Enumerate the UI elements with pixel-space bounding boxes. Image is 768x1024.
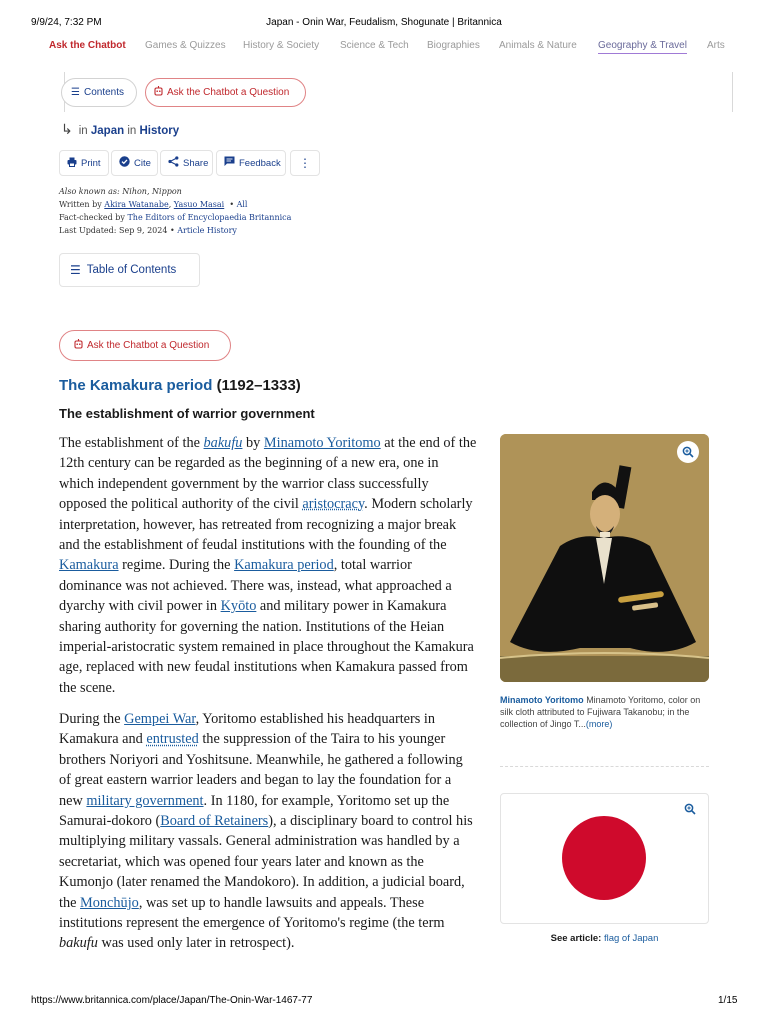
feedback-icon [224,156,235,170]
nav-arts[interactable]: Arts [707,40,725,51]
share-button[interactable] [160,150,213,176]
list-icon: ☰ [70,263,81,277]
share-button-label: Share [183,157,209,169]
cite-button-label: Cite [134,157,151,169]
link-military-government[interactable]: military government [86,792,204,809]
print-button-label: Print [81,157,101,169]
breadcrumb-arrow-icon: ↳ [61,121,73,137]
section-heading [59,377,301,394]
print-datetime: 9/9/24, 7:32 PM [31,17,102,28]
chatbot-icon [154,86,163,99]
link-entrusted[interactable]: entrusted [146,731,199,748]
cite-check-icon [119,156,130,170]
link-gempei-war[interactable]: Gempei War [124,711,196,727]
cite-button[interactable] [111,150,158,176]
nav-ask-chatbot[interactable]: Ask the Chatbot [49,40,126,51]
breadcrumb-section-link[interactable]: History [139,125,180,137]
link-aristocracy[interactable]: aristocracy [302,496,365,513]
top-navigation [49,40,768,54]
link-kamakura-period[interactable]: Kamakura period [234,557,334,574]
last-updated-line: Last Updated: Sep 9, 2024 • Article History [59,226,237,235]
caption-text: Minamoto Yoritomo, color on silk cloth attributed to Fujiwara Takanobu; in the collection of Jingo T... [500,695,701,729]
more-options-button[interactable] [290,150,320,176]
breadcrumb-topic-link[interactable]: Japan [90,125,125,137]
chatbot-icon [74,339,83,352]
printer-icon [67,157,77,170]
zoom-icon[interactable] [679,798,701,820]
table-of-contents-label: Table of Contents [86,264,177,276]
breadcrumb-prefix: in [78,125,88,137]
portrait-illustration [500,434,709,682]
feedback-button-label: Feedback [239,157,281,169]
link-kyoto[interactable]: Kyōto [220,598,257,615]
nav-science-tech[interactable]: Science & Tech [340,40,409,51]
author-link-2[interactable]: Yasuo Masai [173,200,225,209]
contents-button[interactable] [61,78,137,107]
section-heading-title[interactable]: The Kamakura period [59,377,213,394]
also-known-as: Also known as: Nihon, Nippon [59,187,182,196]
ask-chatbot-button-label: Ask the Chatbot a Question [167,87,290,98]
author-link-1[interactable]: Akira Watanabe [104,200,169,209]
more-vertical-icon: ⋮ [299,156,311,170]
ask-chatbot-button[interactable] [145,78,306,107]
sidebar-divider [500,766,709,767]
nav-animals-nature[interactable]: Animals & Nature [499,40,577,51]
fact-checked-line: Fact-checked by The Editors of Encyclopaedia Britannica [59,213,292,222]
article-history-link[interactable]: Article History [177,226,237,235]
share-icon [168,156,179,170]
fact-checker-link[interactable]: The Editors of Encyclopaedia Britannica [127,213,292,222]
sticky-bar-right-border [732,72,733,112]
subsection-heading: The establishment of warrior government [59,406,315,421]
link-minamoto-yoritomo[interactable]: Minamoto Yoritomo [263,435,381,451]
list-icon: ☰ [71,87,80,98]
caption-title[interactable]: Minamoto Yoritomo [500,695,584,705]
zoom-icon[interactable] [677,441,699,463]
ask-chatbot-button-inline[interactable] [59,330,231,361]
paragraph-1: The establishment of the bakufu by Minamoto Yoritomo at the end of the 12th century can be regarded as the beginning of a new era, one in which independent government by the warrior class successfully opposed the political authority of the civil aristocracy. Modern scholarly interpretation, however, has retreated from recognizing a major break and the establishment of feudal institutions with the founding of the Kamakura regime. During the Kamakura period, total warrior dominance was not achieved. There was, instead, what approached a dyarchy with civil power in Kyōto and military power in Kamakura sharing authority for governing the nation. Institutions of the Heian imperial-aristocratic system remained in place throughout the Kamakura age, replaced with new feudal institutions when Kamakura passed from the scene. [59,435,477,696]
breadcrumb-joiner: in [127,125,137,137]
nav-history-society[interactable]: History & Society [243,40,320,51]
link-board-of-retainers[interactable]: Board of Retainers [160,813,269,830]
print-footer-url: https://www.britannica.com/place/Japan/The-Onin-War-1467-77 [31,995,313,1006]
link-bakufu[interactable]: bakufu [203,435,243,451]
portrait-caption [500,694,712,730]
section-heading-dates: (1192–1333) [216,377,301,394]
flag-card[interactable] [500,793,709,924]
print-footer-page: 1/15 [718,995,738,1006]
portrait-image[interactable] [500,434,709,682]
print-button[interactable] [59,150,109,176]
all-authors-link[interactable]: All [236,200,248,209]
written-by-line: Written by Akira Watanabe, Yasuo Masai • All [59,200,248,209]
nav-games-quizzes[interactable]: Games & Quizzes [145,40,226,51]
feedback-button[interactable] [216,150,286,176]
nav-biographies[interactable]: Biographies [427,40,480,51]
breadcrumb [61,121,179,138]
ask-chatbot-inline-label: Ask the Chatbot a Question [87,340,210,351]
japan-flag-illustration [501,794,708,923]
flag-caption [500,933,709,944]
print-page-title: Japan - Onin War, Feudalism, Shogunate | Britannica [266,17,502,28]
nav-geography-travel[interactable]: Geography & Travel [598,40,687,54]
caption-more-link[interactable]: (more) [585,719,613,729]
see-article-label: See article: [550,933,602,944]
link-monchujo[interactable]: Monchūjo [80,894,139,911]
contents-button-label: Contents [83,87,124,98]
link-kamakura[interactable]: Kamakura [59,557,119,574]
table-of-contents-button[interactable] [59,253,200,287]
flag-of-japan-link[interactable]: flag of Japan [603,933,659,944]
paragraph-2: During the Gempei War, Yoritomo established his headquarters in Kamakura and entrusted the suppression of the Taira to his younger brothers Noriyori and Yoshitsune. Meanwhile, he gathered a following of great eastern warrior leaders and began to lay the foundation for a new military government. In 1180, for example, Yoritomo set up the Samurai-dokoro (Board of Retainers), a disciplinary board to control his multiplying military vassals. General administration was handled by a secretariat, which was opened four years later and known as the Kumonjo (later renamed the Mandokoro). In addition, a judicial board, the Monchūjo, was set up to handle lawsuits and appeals. These institutions represent the emergence of Yoritomo's regime (the term bakufu was used only later in retrospect). [59,711,473,952]
